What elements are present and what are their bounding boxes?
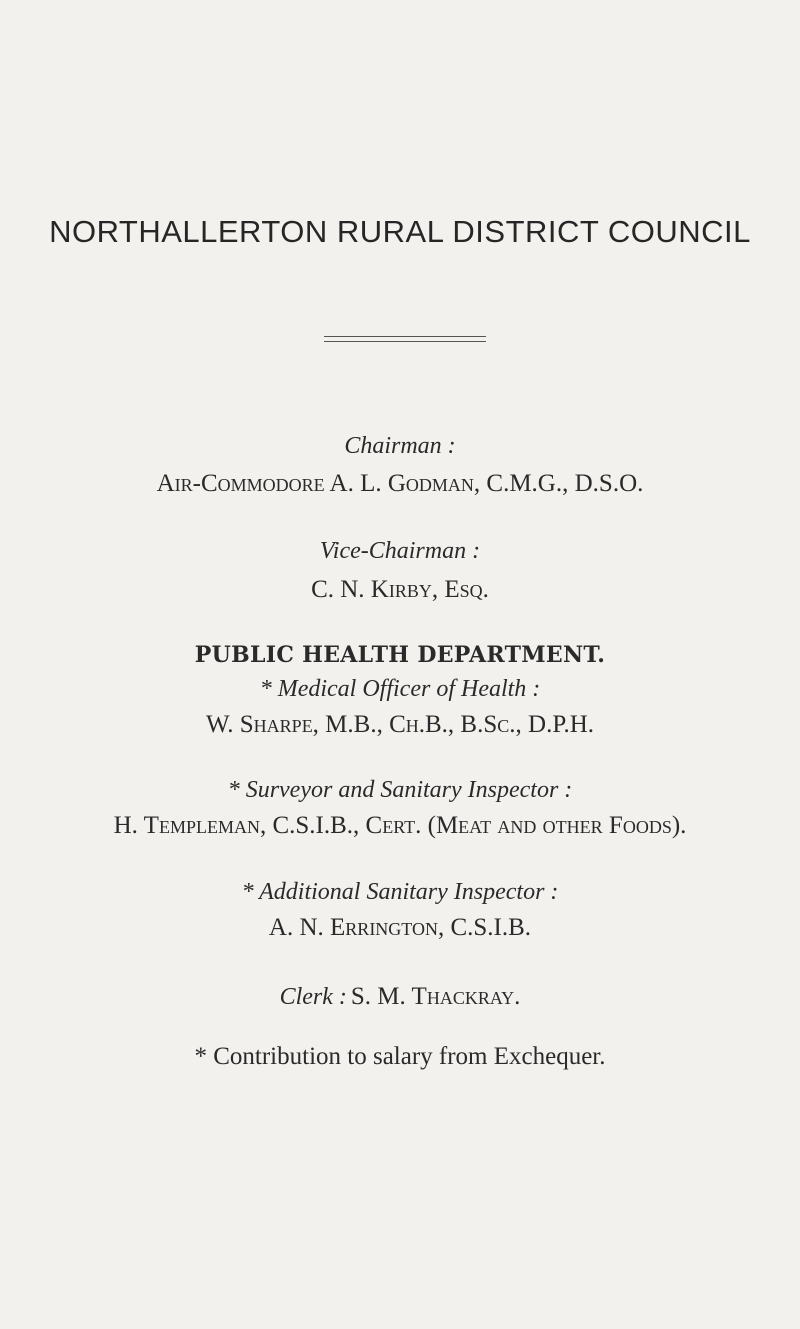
surveyor-name: H. Templeman, C.S.I.B., Cert. (Meat and other Foods).	[113, 812, 687, 839]
council-title: NORTHALLERTON RURAL DISTRICT COUNCIL	[49, 214, 751, 249]
vice-chairman-label: Vice-Chairman :	[319, 538, 481, 564]
medical-officer-name: W. Sharpe, M.B., Ch.B., B.Sc., D.P.H.	[205, 711, 595, 738]
chairman-name: Air-Commodore A. L. Godman, C.M.G., D.S.O.	[156, 470, 644, 497]
surveyor-label: * Surveyor and Sanitary Inspector :	[227, 777, 573, 803]
department-heading: PUBLIC HEALTH DEPARTMENT.	[194, 642, 606, 668]
vice-chairman-name: C. N. Kirby, Esq.	[311, 576, 489, 603]
double-rule-bottom	[324, 341, 486, 342]
additional-inspector-label: * Additional Sanitary Inspector :	[241, 879, 559, 905]
chairman-label: Chairman :	[344, 433, 456, 459]
additional-inspector-name: A. N. Errington, C.S.I.B.	[268, 914, 532, 941]
clerk-label: Clerk :	[279, 984, 347, 1010]
clerk-name: S. M. Thackray.	[350, 983, 521, 1010]
clerk-line	[0, 983, 800, 1011]
medical-officer-label: * Medical Officer of Health :	[259, 676, 541, 702]
double-rule-top	[324, 336, 486, 337]
footnote: * Contribution to salary from Exchequer.	[194, 1043, 606, 1070]
